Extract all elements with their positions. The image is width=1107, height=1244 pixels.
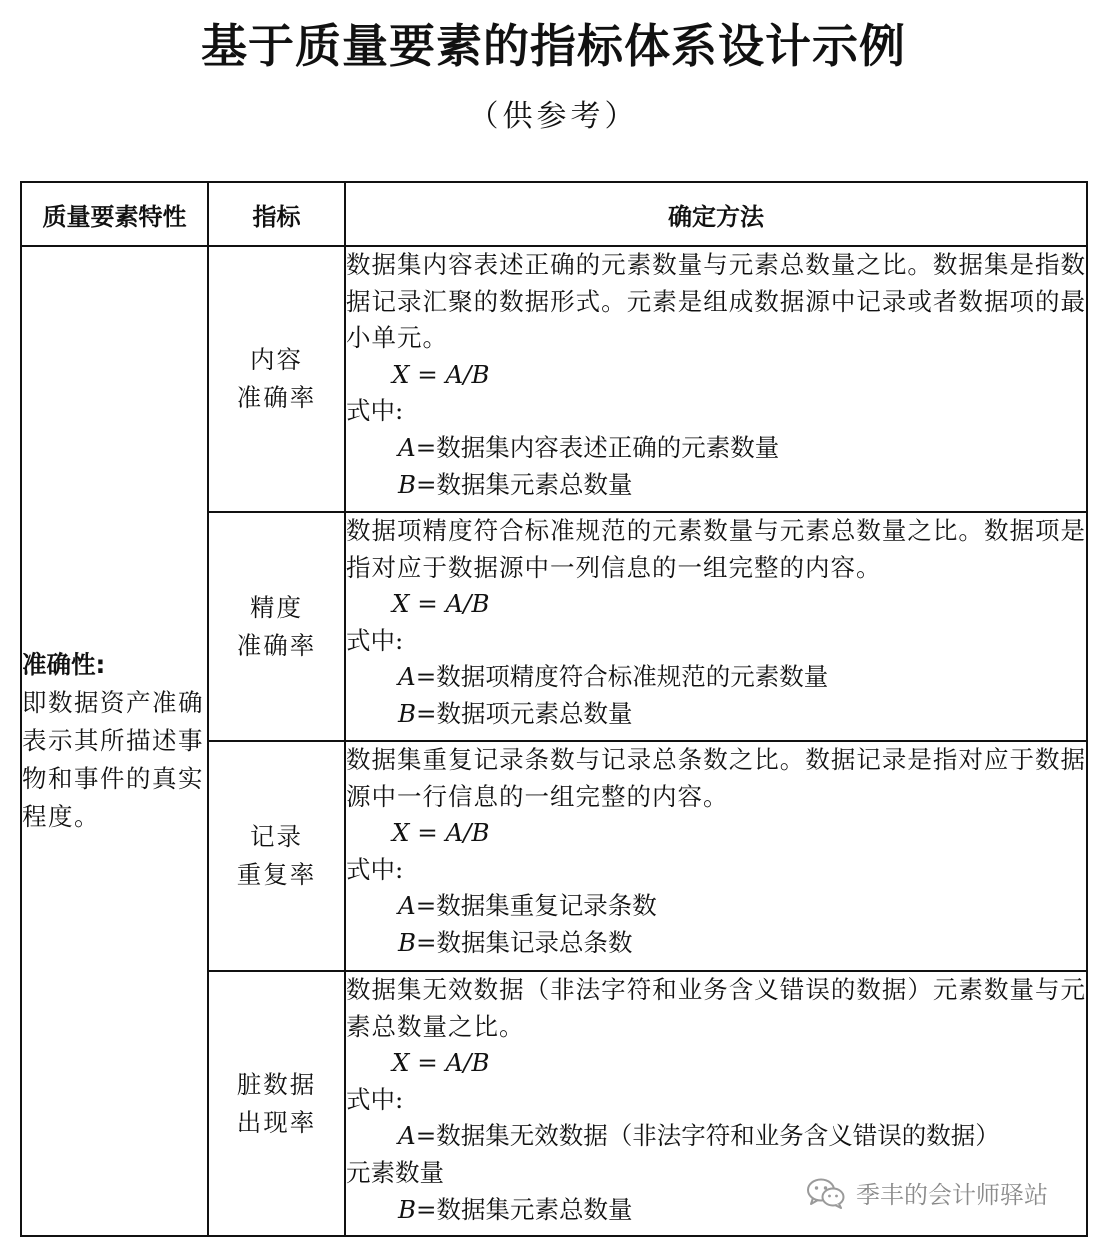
watermark-text: 季丰的会计师驿站 bbox=[856, 1181, 1048, 1209]
method-where-label: 式中: bbox=[346, 1084, 404, 1114]
indicator-name-line1: 记录 bbox=[250, 822, 303, 851]
variable-b: B bbox=[398, 698, 417, 728]
variable-b: B bbox=[398, 1194, 417, 1224]
method-definition-b bbox=[346, 925, 1086, 962]
method-definition-a bbox=[346, 1118, 1086, 1155]
indicator-name-line2: 重复率 bbox=[236, 860, 317, 889]
characteristic-description: 即数据资产准确表示其所描述事物和事件的真实程度。 bbox=[22, 688, 204, 831]
indicator-cell bbox=[208, 971, 345, 1236]
method-where-label: 式中: bbox=[346, 854, 404, 884]
definition-b-text: =数据集记录总条数 bbox=[416, 927, 633, 957]
definition-a-text: =数据集无效数据（非法字符和业务含义错误的数据） bbox=[415, 1121, 1000, 1151]
indicator-name-line2: 准确率 bbox=[236, 630, 317, 660]
header-characteristic: 质量要素特性 bbox=[21, 182, 208, 246]
indicator-cell bbox=[208, 246, 345, 512]
method-definition-a-continued: 元素数量 bbox=[346, 1157, 444, 1187]
method-definition-a bbox=[346, 659, 1086, 696]
wechat-icon bbox=[806, 1177, 846, 1209]
method-description: 数据集无效数据（非法字符和业务含义错误的数据）元素数量与元素总数量之比。 bbox=[346, 975, 1086, 1041]
method-cell bbox=[345, 741, 1087, 971]
method-cell bbox=[345, 512, 1087, 741]
method-definition-a bbox=[346, 888, 1086, 925]
characteristic-cell bbox=[21, 246, 208, 1236]
method-definition-a bbox=[346, 430, 1086, 467]
method-description: 数据项精度符合标准规范的元素数量与元素总数量之比。数据项是指对应于数据源中一列信息的一组完整的内容。 bbox=[346, 516, 1086, 582]
page-subtitle: （供参考） bbox=[468, 99, 639, 134]
variable-a: A bbox=[398, 891, 416, 921]
method-formula: X = A/B bbox=[392, 1048, 490, 1078]
table-row bbox=[21, 246, 1087, 512]
variable-a: A bbox=[398, 1121, 416, 1151]
indicator-cell bbox=[208, 741, 345, 971]
method-formula: X = A/B bbox=[392, 359, 490, 389]
variable-a: A bbox=[398, 662, 416, 692]
indicator-name-line2: 出现率 bbox=[236, 1107, 317, 1137]
indicator-cell bbox=[208, 512, 345, 741]
indicator-name-line1: 精度 bbox=[250, 592, 303, 622]
page-title: 基于质量要素的指标体系设计示例 bbox=[201, 19, 906, 73]
watermark bbox=[806, 1175, 1048, 1210]
method-definition-b bbox=[346, 467, 1086, 504]
method-where-label: 式中: bbox=[346, 625, 404, 655]
variable-a: A bbox=[398, 432, 416, 462]
indicator-name-line1: 内容 bbox=[250, 345, 303, 374]
method-where-label: 式中: bbox=[346, 396, 404, 426]
definition-b-text: =数据项元素总数量 bbox=[416, 698, 633, 728]
characteristic-title: 准确性: bbox=[22, 650, 106, 679]
method-definition-b bbox=[346, 696, 1086, 733]
definition-b-text: =数据集元素总数量 bbox=[416, 469, 633, 499]
method-description: 数据集重复记录条数与记录总条数之比。数据记录是指对应于数据源中一行信息的一组完整的内容。 bbox=[346, 745, 1086, 811]
variable-b: B bbox=[398, 927, 417, 957]
method-formula: X = A/B bbox=[392, 818, 490, 848]
indicator-name-line2: 准确率 bbox=[236, 383, 317, 412]
method-cell bbox=[345, 246, 1087, 512]
header-method: 确定方法 bbox=[345, 182, 1087, 246]
definition-b-text: =数据集元素总数量 bbox=[416, 1194, 633, 1224]
definition-a-text: =数据集内容表述正确的元素数量 bbox=[415, 432, 780, 462]
indicator-name-line1: 脏数据 bbox=[236, 1069, 317, 1099]
table-header-row bbox=[21, 182, 1087, 246]
header-indicator: 指标 bbox=[208, 182, 345, 246]
indicator-table bbox=[20, 181, 1088, 1237]
method-description: 数据集内容表述正确的元素数量与元素总数量之比。数据集是指数据记录汇聚的数据形式。元素是组成数据源中记录或者数据项的最小单元。 bbox=[346, 250, 1086, 353]
definition-a-text: =数据项精度符合标准规范的元素数量 bbox=[415, 662, 829, 692]
definition-a-text: =数据集重复记录条数 bbox=[415, 891, 657, 921]
variable-b: B bbox=[398, 469, 417, 499]
method-formula: X = A/B bbox=[392, 589, 490, 619]
